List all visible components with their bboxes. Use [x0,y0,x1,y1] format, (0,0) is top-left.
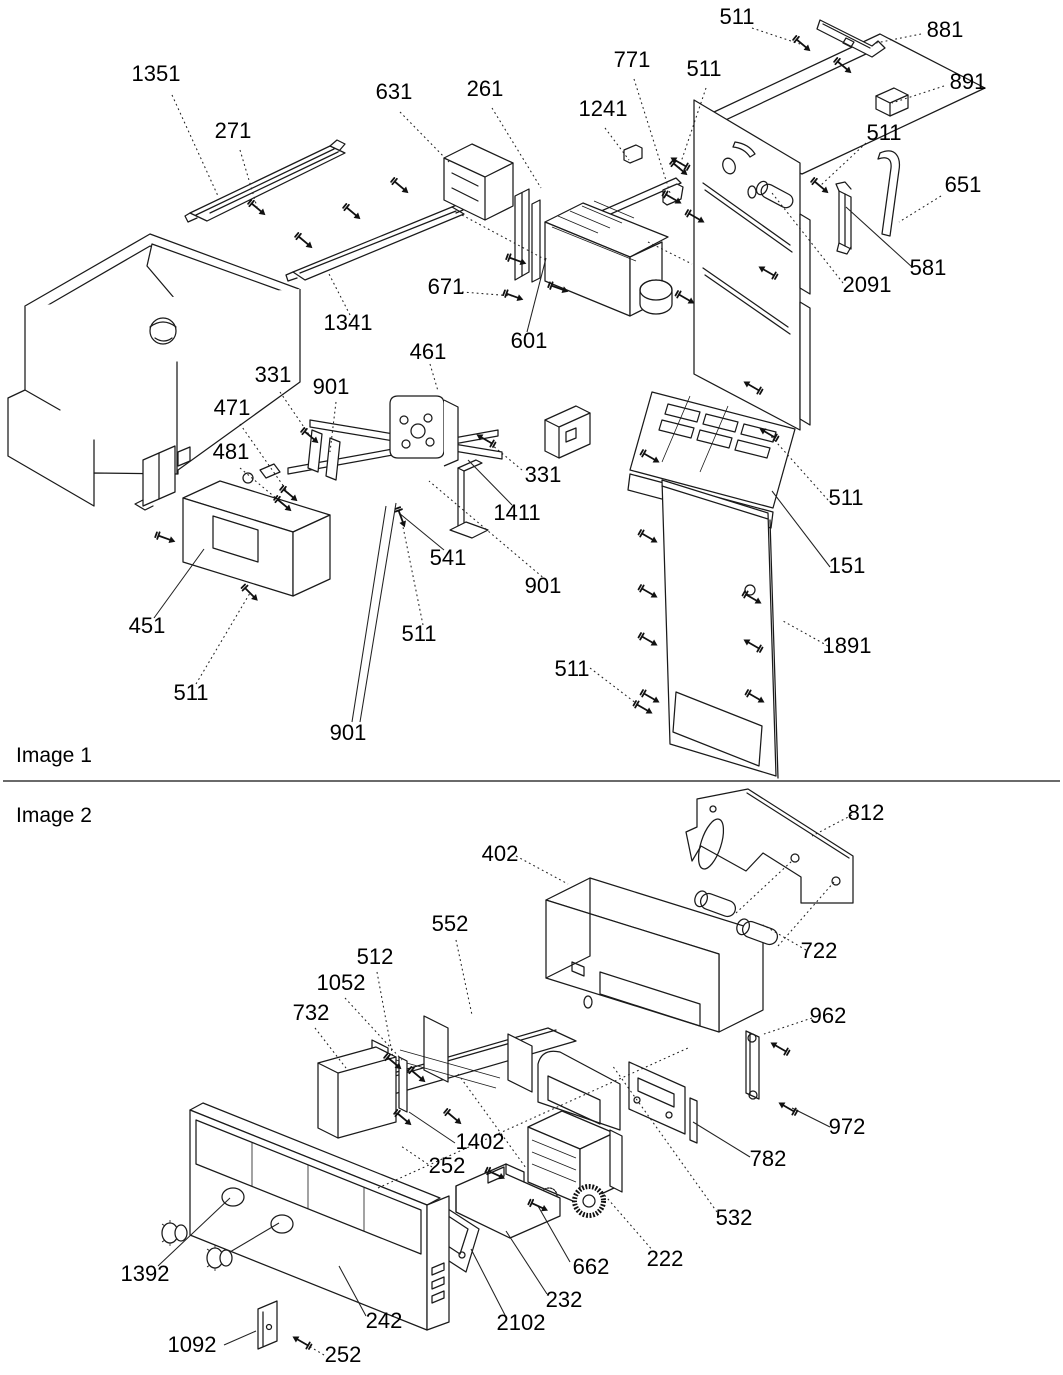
leader-line [400,112,449,162]
part-label-242: 242 [365,1308,403,1333]
leader-line [430,364,438,391]
part-label-901: 901 [329,720,367,745]
part-label-812: 812 [847,800,885,825]
part-label-511: 511 [686,56,722,81]
part-label-481: 481 [212,439,250,464]
leader-line [590,668,641,707]
part-label-331: 331 [524,462,562,487]
part-label-1052: 1052 [316,970,366,995]
part-box-451 [183,481,330,596]
part-strip-962 [746,1031,759,1099]
leader-line [764,1018,812,1034]
part-side-panel [694,100,810,430]
part-clip-1092 [258,1301,277,1349]
part-label-2102: 2102 [496,1310,546,1335]
screw-icon [443,1108,463,1127]
part-label-511: 511 [719,4,755,29]
part-label-671: 671 [427,274,465,299]
part-bracket-581 [836,182,851,254]
part-motor-461 [390,396,458,466]
part-curved-strip-651 [878,151,899,236]
part-label-331: 331 [254,362,292,387]
leader-line [360,503,396,722]
part-label-891: 891 [949,69,987,94]
leader-line [516,856,568,884]
part-label-1392: 1392 [120,1261,170,1286]
leader-line [172,95,218,196]
screw-icon [342,203,362,222]
part-label-511: 511 [866,120,902,145]
leader-line [468,460,512,505]
screw-icon [640,689,661,705]
part-label-881: 881 [926,17,964,42]
part-label-271: 271 [214,118,252,143]
leader-line [783,621,828,646]
part-label-232: 232 [545,1287,583,1312]
part-cube-891 [876,88,908,116]
leader-line [772,491,830,567]
part-label-451: 451 [128,613,166,638]
part-label-222: 222 [646,1246,684,1271]
leader-line [224,1331,256,1345]
part-label-1092: 1092 [167,1332,217,1357]
screw-icon [792,35,812,54]
part-label-461: 461 [409,339,447,364]
part-bezel-782 [629,1062,697,1143]
screw-icon [294,232,314,251]
part-slab-732 [318,1047,396,1138]
screw-icon [777,1099,798,1115]
leader-line [634,79,670,193]
part-coupler-1411 [545,406,590,458]
part-bracket-812 [686,789,853,903]
screw-icon [503,289,525,303]
part-label-552: 552 [431,911,469,936]
screw-icon [247,199,267,218]
part-label-722: 722 [800,938,838,963]
part-label-901: 901 [524,573,562,598]
part-grille-242 [190,1103,449,1330]
leader-line [506,1231,547,1294]
part-upper-rail [185,140,345,222]
part-label-1241: 1241 [578,96,628,121]
screw-icon [394,507,408,529]
part-label-1891: 1891 [822,633,872,658]
part-label-402: 402 [481,841,519,866]
screw-icon [675,290,696,306]
part-label-541: 541 [429,545,467,570]
leader-line [409,1112,455,1143]
part-label-1402: 1402 [455,1129,505,1154]
leader-line [471,1249,506,1317]
part-label-732: 732 [292,1000,330,1025]
leader-line [196,593,250,684]
leader-line [820,143,866,186]
screw-icon [241,584,260,603]
part-label-151: 151 [828,553,866,578]
part-label-511: 511 [828,485,864,510]
screw-icon [155,531,177,545]
screw-icon [390,177,410,196]
part-label-782: 782 [749,1146,787,1171]
part-label-261: 261 [466,76,504,101]
section-title-image2: Image 2 [16,804,92,827]
leader-line [352,506,386,722]
screw-icon [291,1333,312,1349]
part-label-511: 511 [401,621,437,646]
part-label-771: 771 [613,47,651,72]
part-top-bar-881 [817,20,885,57]
part-label-1411: 1411 [493,500,541,525]
leader-line [812,815,852,836]
part-lower-rail [286,204,464,281]
part-label-901: 901 [312,374,350,399]
leader-line [456,940,472,1015]
screw-icon [638,632,659,648]
part-label-2091: 2091 [842,272,892,297]
screw-icon [769,1039,790,1055]
part-label-532: 532 [715,1205,753,1230]
part-icemaker-assembly [515,145,683,316]
section-title-image1: Image 1 [16,744,92,767]
part-label-512: 512 [356,944,394,969]
part-label-601: 601 [510,328,548,353]
part-label-471: 471 [213,395,251,420]
screw-icon [833,57,853,76]
leader-line [752,28,800,44]
leader-line [401,1146,432,1167]
leader-line [328,272,350,315]
screw-icon [633,700,654,716]
part-cover-1891 [662,480,778,778]
leader-line [693,1122,750,1157]
screw-icon [638,529,659,545]
part-label-581: 581 [909,255,947,280]
leader-line [601,1191,654,1252]
leader-line [154,549,204,618]
leader-line [899,196,941,222]
part-label-1351: 1351 [131,61,181,86]
part-label-252: 252 [324,1342,362,1367]
leader-line [401,517,423,625]
part-label-631: 631 [375,79,413,104]
part-label-651: 651 [944,172,982,197]
part-label-252: 252 [428,1153,466,1178]
part-label-511: 511 [173,680,209,705]
part-label-662: 662 [572,1254,610,1279]
part-label-511: 511 [554,656,590,681]
part-label-962: 962 [809,1003,847,1028]
part-label-1341: 1341 [323,310,373,335]
part-label-972: 972 [828,1114,866,1139]
screw-icon [810,177,830,196]
leader-line [846,207,912,267]
screw-icon [638,584,659,600]
